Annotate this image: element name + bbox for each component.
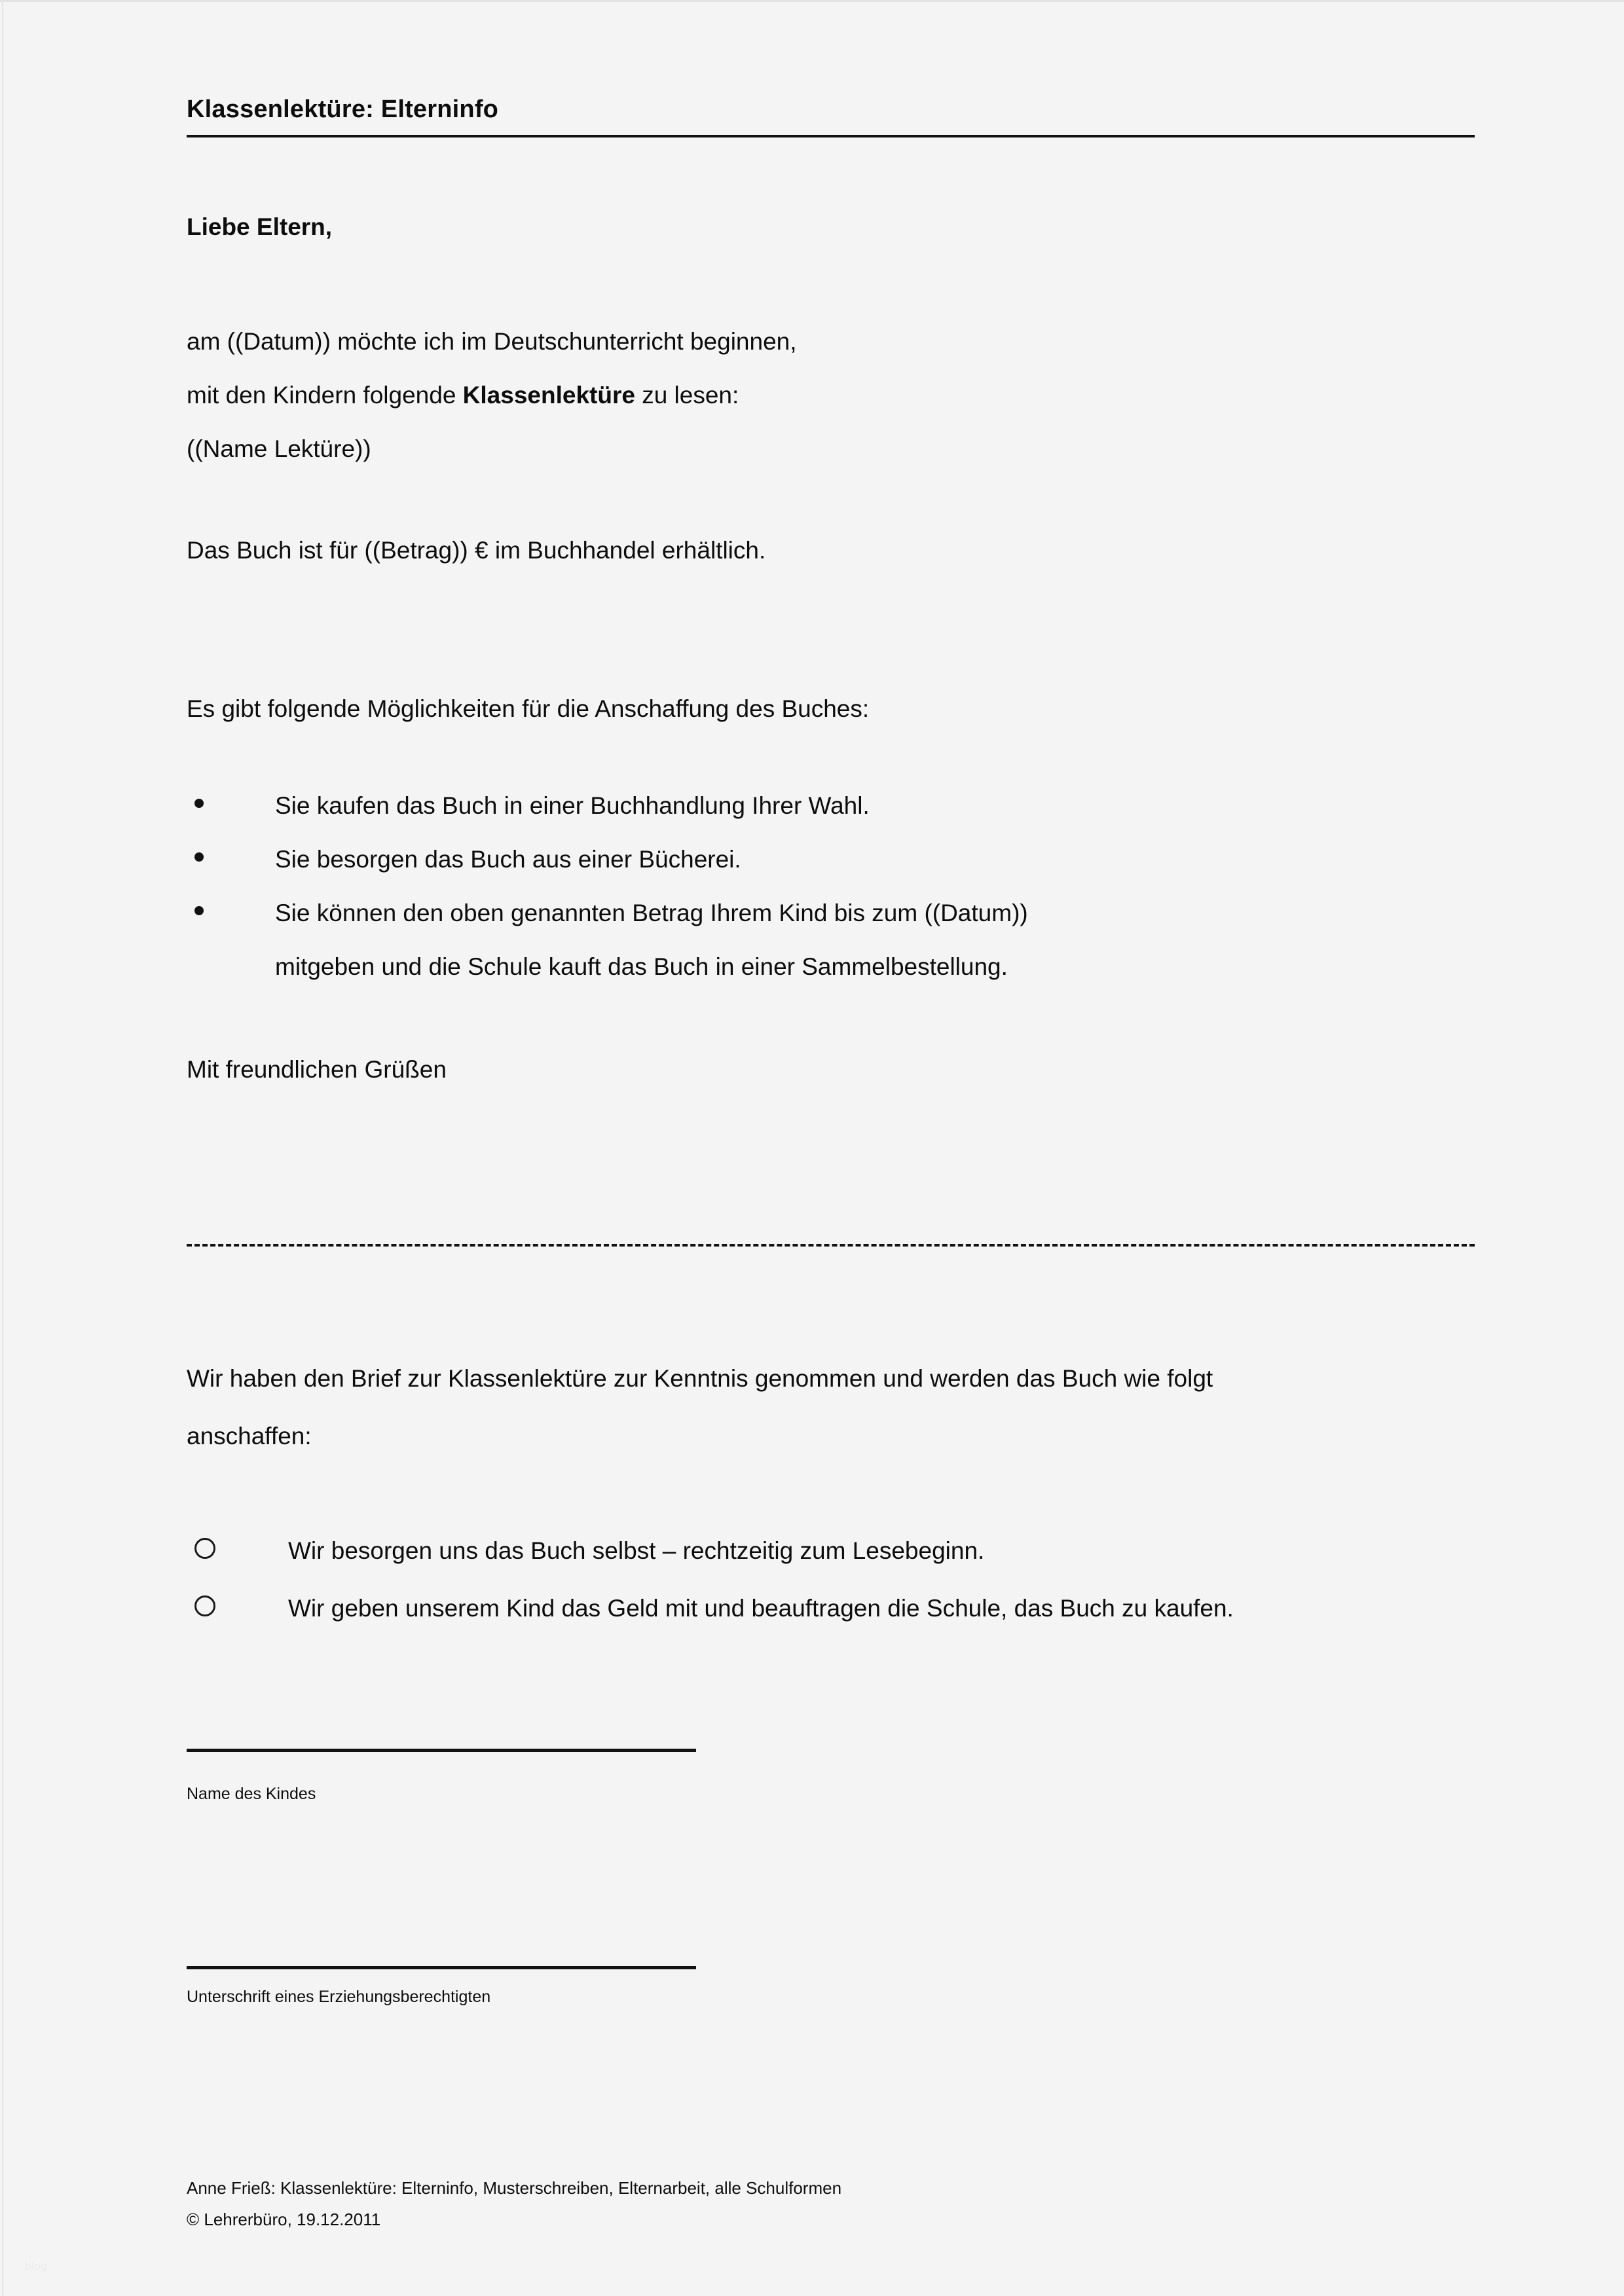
bullet-dot-icon — [194, 799, 204, 808]
reply-choice-label: Wir besorgen uns das Buch selbst – rechtzeitig zum Lesebeginn. — [288, 1537, 985, 1564]
footer — [187, 2172, 841, 2235]
guardian-signature-line[interactable] — [187, 1966, 696, 1969]
intro-paragraph — [187, 315, 797, 476]
reply-choice-label: Wir geben unserem Kind das Geld mit und beauftragen die Schule, das Buch zu kaufen. — [288, 1595, 1234, 1622]
list-item-label — [275, 886, 1475, 994]
page-edge-top — [0, 0, 1624, 2]
list-item-label: Sie besorgen das Buch aus einer Bücherei. — [275, 846, 741, 873]
intro-line-2 — [187, 369, 797, 422]
reply-paragraph — [187, 1350, 1483, 1465]
tear-off-divider — [187, 1244, 1475, 1247]
purchase-options-list — [187, 779, 1475, 994]
page-title: Klassenlektüre: Elterninfo — [187, 96, 499, 123]
intro-line-2-suffix: zu lesen: — [635, 382, 739, 409]
list-item-line-2: mitgeben und die Schule kauft das Buch in einer Sammelbestellung. — [275, 953, 1008, 980]
intro-line-3: ((Name Lektüre)) — [187, 435, 371, 462]
reply-choice-option-2[interactable] — [187, 1580, 1483, 1637]
reply-line-2: anschaffen: — [187, 1423, 312, 1449]
list-item — [187, 779, 1475, 833]
guardian-signature-label: Unterschrift eines Erziehungsberechtigten — [187, 1988, 491, 2006]
reply-line-1: Wir haben den Brief zur Klassenlektüre zur Kenntnis genommen und werden das Buch wie folgt — [187, 1365, 1213, 1392]
reply-choice-group — [187, 1522, 1483, 1637]
radio-circle-icon[interactable] — [194, 1595, 215, 1616]
footer-source-line: Anne Frieß: Klassenlektüre: Elterninfo, Musterschreiben, Elternarbeit, alle Schulformen — [187, 2178, 842, 2198]
list-item-label: Sie kaufen das Buch in einer Buchhandlung Ihrer Wahl. — [275, 792, 870, 819]
intro-line-2-emphasis: Klassenlektüre — [462, 382, 635, 409]
reply-choice-option-1[interactable] — [187, 1522, 1483, 1580]
intro-line-2-prefix: mit den Kindern folgende — [187, 382, 463, 409]
bullet-dot-icon — [194, 852, 204, 862]
child-name-signature-label: Name des Kindes — [187, 1785, 316, 1803]
footer-copyright-line: © Lehrerbüro, 19.12.2011 — [187, 2210, 381, 2229]
child-name-signature-line[interactable] — [187, 1749, 696, 1752]
options-intro-paragraph: Es gibt folgende Möglichkeiten für die Anschaffung des Buches: — [187, 695, 870, 722]
salutation: Liebe Eltern, — [187, 213, 333, 240]
intro-line-1: am ((Datum)) möchte ich im Deutschunterricht beginnen, — [187, 328, 797, 355]
header-divider — [187, 135, 1475, 137]
page-edge-left — [2, 0, 3, 2296]
list-item-line-1: Sie können den oben genannten Betrag Ihrem Kind bis zum ((Datum)) — [275, 900, 1028, 926]
closing-line: Mit freundlichen Grüßen — [187, 1056, 447, 1083]
price-paragraph: Das Buch ist für ((Betrag)) € im Buchhandel erhältlich. — [187, 537, 766, 564]
page-watermark: blog — [25, 2260, 48, 2272]
list-item — [187, 886, 1475, 994]
radio-circle-icon[interactable] — [194, 1538, 215, 1559]
bullet-dot-icon — [194, 906, 204, 915]
list-item — [187, 833, 1475, 886]
